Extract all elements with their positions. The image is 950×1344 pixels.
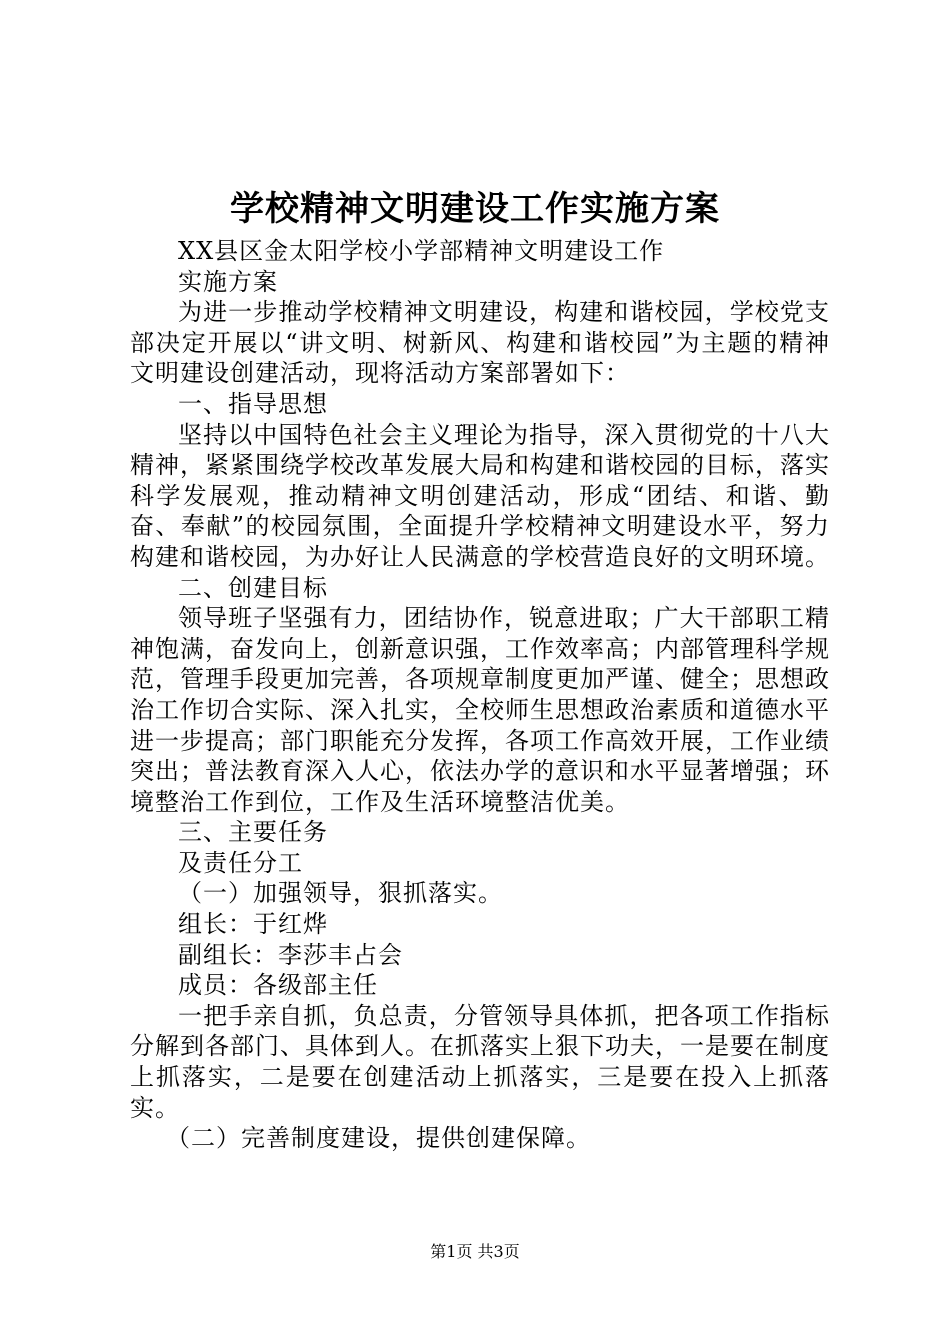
intro-paragraph: 为进一步推动学校精神文明建设，构建和谐校园，学校党支部决定开展以“讲文明、树新风、构建和谐校园”为主题的精神文明建设创建活动，现将活动方案部署如下： xyxy=(130,298,830,388)
subtitle-line-2: 实施方案 xyxy=(178,267,278,296)
document-body xyxy=(130,236,830,1154)
section-heading-responsibilities: 及责任分工 xyxy=(178,848,303,877)
guiding-ideology-paragraph: 坚持以中国特色社会主义理论为指导，深入贯彻党的十八大精神，紧紧围绕学校改革发展大局和构建和谐校园的目标，落实科学发展观，推动精神文明创建活动，形成“团结、和谐、勤奋、奉献”的校园氛围，全面提升学校精神文明建设水平，努力构建和谐校园，为办好让人民满意的学校营造良好的文明环境。 xyxy=(130,420,830,571)
document-title: 学校精神文明建设工作实施方案 xyxy=(230,189,720,229)
team-leader-line: 组长：于红烨 xyxy=(178,910,328,939)
section-heading-main-tasks: 三、主要任务 xyxy=(178,818,328,847)
members-line: 成员：各级部主任 xyxy=(178,971,378,1000)
subtitle-line-1: XX县区金太阳学校小学部精神文明建设工作 xyxy=(178,237,665,265)
subsection-heading-system-building: （二）完善制度建设，提供创建保障。 xyxy=(166,1124,591,1153)
goals-paragraph: 领导班子坚强有力，团结协作，锐意进取；广大干部职工精神饱满，奋发向上，创新意识强，工作效率高；内部管理科学规范，管理手段更加完善，各项规章制度更加严谨、健全；思想政治工作切合实际、深入扎实，全校师生思想政治素质和道德水平进一步提高；部门职能充分发挥，各项工作高效开展，工作业绩突出；普法教育深入人心，依法办学的意识和水平显著增强；环境整治工作到位，工作及生活环境整洁优美。 xyxy=(130,604,830,816)
section-heading-goals: 二、创建目标 xyxy=(178,573,328,602)
deputy-leader-line: 副组长：李莎丰占会 xyxy=(178,940,403,969)
subsection-heading-leadership: （一）加强领导，狠抓落实。 xyxy=(178,879,503,908)
leadership-paragraph: 一把手亲自抓，负总责，分管领导具体抓，把各项工作指标分解到各部门、具体到人。在抓落实上狠下功夫，一是要在制度上抓落实，二是要在创建活动上抓落实，三是要在投入上抓落实。 xyxy=(130,1001,830,1122)
page-number-footer: 第1页 共3页 xyxy=(430,1242,520,1261)
section-heading-guiding-ideology: 一、指导思想 xyxy=(178,389,328,418)
